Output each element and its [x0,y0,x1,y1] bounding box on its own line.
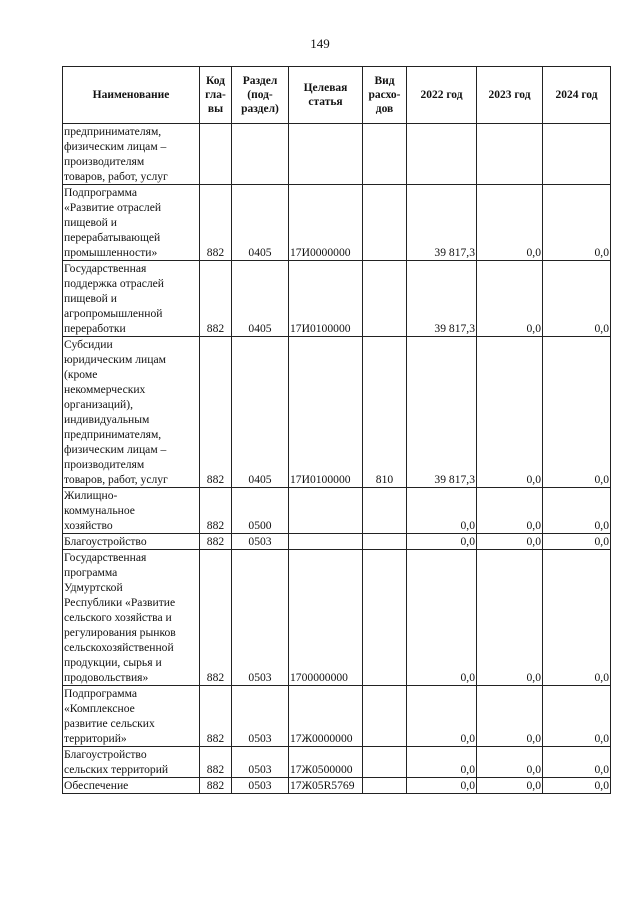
row-2023 [477,124,543,185]
row-2023: 0,0 [477,261,543,337]
row-target: 17И0100000 [289,337,363,488]
row-name: Государственная программа Удмуртской Республики «Развитие сельского хозяйства и регулирования рынков сельскохозяйственной продукции, сырья и продовольствия» [63,550,200,686]
table-row [63,534,611,550]
row-target: 17Ж05R5769 [289,778,363,794]
row-section: 0405 [232,337,289,488]
row-name: Жилищно- коммунальное хозяйство [63,488,200,534]
row-2024: 0,0 [543,747,611,778]
row-2022: 0,0 [407,534,477,550]
row-2022: 0,0 [407,778,477,794]
row-name: Подпрограмма «Комплексное развитие сельских территорий» [63,686,200,747]
row-type [363,747,407,778]
row-code: 882 [200,686,232,747]
row-2024: 0,0 [543,261,611,337]
row-2023: 0,0 [477,488,543,534]
row-2022: 0,0 [407,550,477,686]
row-section: 0503 [232,534,289,550]
header-2024: 2024 год [543,67,611,124]
table-row [63,337,611,488]
row-2022: 0,0 [407,488,477,534]
row-target [289,124,363,185]
row-section [232,124,289,185]
page-number: 149 [310,36,330,51]
header-code: Код гла-вы [200,67,232,124]
row-2024 [543,124,611,185]
row-2023: 0,0 [477,185,543,261]
row-section: 0500 [232,488,289,534]
row-type [363,488,407,534]
row-2024: 0,0 [543,185,611,261]
row-2023: 0,0 [477,747,543,778]
budget-table [62,66,611,794]
row-code [200,124,232,185]
header-2022: 2022 год [407,67,477,124]
row-section: 0503 [232,778,289,794]
row-code: 882 [200,550,232,686]
row-type [363,686,407,747]
row-section: 0503 [232,747,289,778]
row-type [363,534,407,550]
row-target [289,488,363,534]
table-row [63,550,611,686]
row-2023: 0,0 [477,534,543,550]
header-row [63,67,611,124]
row-2022: 39 817,3 [407,261,477,337]
row-section: 0503 [232,550,289,686]
row-2024: 0,0 [543,550,611,686]
row-code: 882 [200,778,232,794]
row-2024: 0,0 [543,778,611,794]
row-type [363,778,407,794]
header-target: Целевая статья [289,67,363,124]
row-2024: 0,0 [543,686,611,747]
row-type [363,550,407,686]
row-code: 882 [200,185,232,261]
row-2022: 39 817,3 [407,185,477,261]
row-type [363,185,407,261]
header-2023: 2023 год [477,67,543,124]
row-section: 0503 [232,686,289,747]
row-name: предпринимателям, физическим лицам – производителям товаров, работ, услуг [63,124,200,185]
row-2022: 39 817,3 [407,337,477,488]
table-row [63,261,611,337]
row-name: Государственная поддержка отраслей пищевой и агропромышленной переработки [63,261,200,337]
row-2022: 0,0 [407,747,477,778]
row-target: 17И0000000 [289,185,363,261]
table-row [63,185,611,261]
row-2022 [407,124,477,185]
header-type: Вид расхо-дов [363,67,407,124]
header-section: Раздел (под-раздел) [232,67,289,124]
row-2023: 0,0 [477,778,543,794]
row-2024: 0,0 [543,337,611,488]
header-name: Наименование [63,67,200,124]
row-code: 882 [200,488,232,534]
row-name: Обеспечение [63,778,200,794]
row-code: 882 [200,261,232,337]
row-name: Подпрограмма «Развитие отраслей пищевой и перерабатывающей промышленности» [63,185,200,261]
row-name: Благоустройство [63,534,200,550]
row-type [363,261,407,337]
row-name: Благоустройство сельских территорий [63,747,200,778]
row-section: 0405 [232,185,289,261]
table-row [63,686,611,747]
row-type [363,124,407,185]
row-target: 17Ж0500000 [289,747,363,778]
table-row [63,488,611,534]
row-target: 17Ж0000000 [289,686,363,747]
row-target [289,534,363,550]
row-2024: 0,0 [543,534,611,550]
row-2024: 0,0 [543,488,611,534]
row-target: 17И0100000 [289,261,363,337]
row-target: 1700000000 [289,550,363,686]
row-name: Субсидии юридическим лицам (кроме некоммерческих организаций), индивидуальным предпринимателям, физическим лицам – производителям товаров, работ, услуг [63,337,200,488]
row-2023: 0,0 [477,550,543,686]
table-row [63,778,611,794]
row-code: 882 [200,534,232,550]
row-2022: 0,0 [407,686,477,747]
row-section: 0405 [232,261,289,337]
row-2023: 0,0 [477,337,543,488]
table-row [63,124,611,185]
row-code: 882 [200,747,232,778]
row-type: 810 [363,337,407,488]
table-row [63,747,611,778]
row-code: 882 [200,337,232,488]
row-2023: 0,0 [477,686,543,747]
